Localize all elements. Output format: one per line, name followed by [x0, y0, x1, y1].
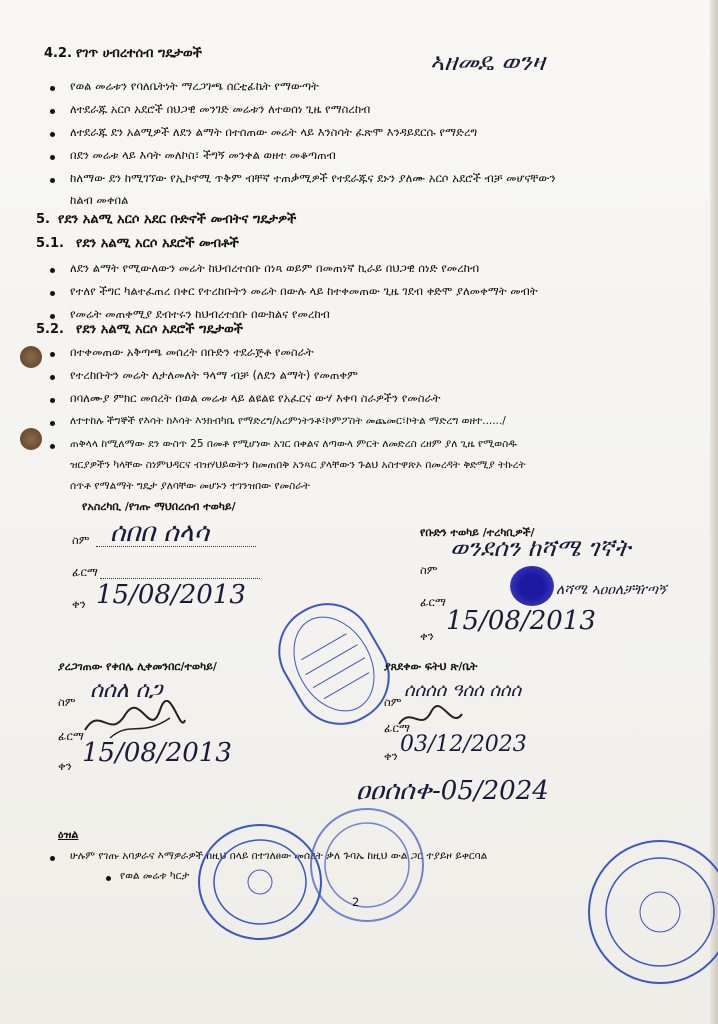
section-5-1-number: 5.1.	[36, 236, 64, 251]
signature-block-title: ያረጋገጠው የቀበሌ ሊቀመንበር/ተወካይ/	[58, 660, 217, 673]
list-item: በባለሙያ ምክር መሰረት በወል መሬቱ ላይ ልዩልዩ የአፈርና ውሃ እቀባ ስራዎችን የመስራት	[70, 391, 441, 405]
name-line	[96, 546, 256, 547]
list-item: ጠቅላላ ከሚለማው ደን ውስጥ 25 በመቶ የሚሆነው አገር በቀልና ለጣውላ ምርት ለመድረስ ረዘም ያለ ጊዜ የሚወስዱ	[70, 438, 517, 450]
signature-scribble	[396, 704, 466, 734]
punch-hole-icon	[20, 346, 42, 368]
signature-label: ፊርማ	[384, 721, 410, 735]
round-stamp	[198, 824, 322, 940]
signature-value: ለሻሜ ኣዐዐለቻዥጣኝ	[556, 582, 667, 598]
punch-hole-icon	[20, 428, 42, 450]
bullet-icon	[50, 178, 55, 183]
signature-block-title: የቡድን ተወካይ /ተረካቢዎች/	[420, 526, 535, 539]
signature-block-title: ያጸደቀው ፍትህ ጽ/ቤት	[384, 660, 478, 673]
section-4-2-number: 4.2.	[44, 46, 72, 61]
list-item: ለተደራጁ ደን አልሚዎች ለደን ልማት በተሰጠው መሬት ላይ እንስሳት ፈጽሞ እንዳይደርሱ የማድረግ	[70, 125, 478, 139]
section-5-2-number: 5.2.	[36, 322, 64, 337]
date-value: 15/08/2013	[82, 738, 232, 768]
handwritten-date: ዐዐሰሰቀ-05/2024	[356, 776, 549, 806]
list-item-continuation: ከልብ መቀበል	[70, 193, 129, 207]
bullet-icon	[50, 291, 55, 296]
bullet-icon	[50, 398, 55, 403]
bullet-icon	[50, 421, 55, 426]
section-4-2-title: የገጥ ሀብረተሰብ ግዴታወች	[76, 46, 202, 61]
date-value: 03/12/2023	[400, 732, 527, 757]
list-item: የመሬት መጠቀሚያ ደብተሩን ከህብረተሰቡ በውክልና የመረከብ	[70, 307, 330, 321]
name-value: ሰሰሰሰ ዓሰሰ ሰሰሰ	[404, 680, 522, 701]
section-5-1-title: የደን አልሚ አርሶ አደሮች መብቶች	[76, 236, 239, 251]
name-value: ሰሰለ ሰጋ	[90, 678, 163, 703]
list-item: የወል መሬቱን የባለቤትነት ማረጋገጫ ሰርቲፊኬት የማውጣት	[70, 79, 319, 93]
note-line: የወል መሬቱ ካርታ	[120, 870, 190, 882]
list-item: ከለማው ደን ከሚገኘው የኢኮኖሚ ጥቅም ብቸኛ ተጠቃሚዎች የተደራጁና ደኑን ያለሙ አርሶ አደሮች ብቻ መሆናቸውን	[70, 171, 556, 185]
list-item: ለደን ልማት የሚውለውን መሬት ከህብረተሰቡ በነጻ ወይም በመጠነኛ ኪራይ በህጋዊ ሰነድ የመረከብ	[70, 261, 480, 275]
name-label: ስም	[58, 695, 76, 709]
bullet-icon	[50, 444, 55, 449]
bullet-icon	[50, 109, 55, 114]
bullet-icon	[50, 856, 55, 861]
list-item-continuation: ዝርያዎችን ካላቸው ስነምህዳርና ብዝሃህይወትን ከመጠበቅ አንጻር ያላቸውን ጉልህ አስተዋጽኦ በመረዳት ቅድሚያ ትኩረት	[70, 459, 526, 471]
bullet-icon	[50, 155, 55, 160]
name-label: ስም	[72, 533, 90, 547]
signature-label: ፊርማ	[72, 565, 98, 579]
list-item: የተረከቡትን መሬት ለታለመለት ዓላማ ብቻ (ለደን ልማት) የመጠቀም	[70, 368, 358, 382]
list-item: በደን መሬቱ ላይ እሳት መለኮስ፣ ችግኝ መንቀል ወዘተ መቆጣጠብ	[70, 148, 336, 162]
date-label: ቀን	[72, 597, 86, 611]
list-item: ለተተከሉ ችግኞች የእሳት ከእሳት እንክብካቤ የማድረግ/አረምነትንቶ፣ኮምፖስት መጨመር፣ኮትል ማድረግ ወዘተ....../	[70, 415, 506, 427]
bullet-icon	[50, 268, 55, 273]
bullet-icon	[50, 132, 55, 137]
list-item: በተቀመጠው አቅጣጫ መሰረት በቡድን ተደራጅቶ የመስራት	[70, 345, 314, 359]
list-item: ለተደራጁ አርሶ አደሮች በህጋዊ መንገድ መሬቱን ለተወሰነ ጊዜ የማስረከብ	[70, 102, 371, 116]
section-5-2-title: የደን አልሚ አርሶ አደሮች ግዴታወች	[76, 322, 243, 337]
list-item-continuation: ሰጥቶ የማልማት ግዴታ ያለባቸው መሆኑን ተገንዝበው የመስራት	[70, 480, 310, 492]
note-line: ሁሉም የገጡ አባዎራና እማዎራዎች ከዚህ በላይ በተገለፀው መሰረት ቃለ ጉባኤ ከዚህ ውል ጋር ተያይዞ ይቀርባል	[70, 850, 488, 862]
page-number: 2	[352, 895, 360, 909]
handwritten-header: ኣዘመዴ ወንዛ	[430, 48, 545, 76]
section-5-title: የደን አልሚ አርሶ አደር ቡድኖች መብትና ግዴታዎች	[58, 212, 297, 227]
list-item: የተለየ ችግር ካልተፈጠረ በቀር የተረከቡትን መሬት በውሉ ላይ ከተቀመጠው ጊዜ ገደብ ቀድሞ ያለመቀማት መብት	[70, 284, 538, 298]
signature-block-title: የአስረካቢ /የገጡ ማህበረሰብ ተወካይ/	[82, 500, 236, 513]
thumbprint-icon	[510, 566, 554, 606]
round-stamp	[310, 808, 424, 922]
date-label: ቀን	[420, 629, 434, 643]
signature-line	[100, 578, 260, 579]
name-label: ስም	[384, 695, 402, 709]
bullet-icon	[106, 876, 111, 881]
name-value: ወንደሰን ከሻሜ ገኛት	[450, 534, 631, 562]
bullet-icon	[50, 375, 55, 380]
signature-label: ፊርማ	[58, 729, 84, 743]
date-label: ቀን	[58, 759, 72, 773]
name-label: ስም	[420, 563, 438, 577]
bullet-icon	[50, 314, 55, 319]
bullet-icon	[50, 352, 55, 357]
round-stamp	[588, 840, 718, 984]
section-5-number: 5.	[36, 212, 50, 227]
date-value: 15/08/2013	[96, 580, 246, 610]
name-value: ሰበበ ሰላሳ	[110, 518, 209, 548]
date-label: ቀን	[384, 749, 398, 763]
date-value: 15/08/2013	[446, 606, 596, 636]
signature-label: ፊርማ	[420, 595, 446, 609]
bullet-icon	[50, 86, 55, 91]
note-title: ዕዝል	[58, 828, 79, 841]
